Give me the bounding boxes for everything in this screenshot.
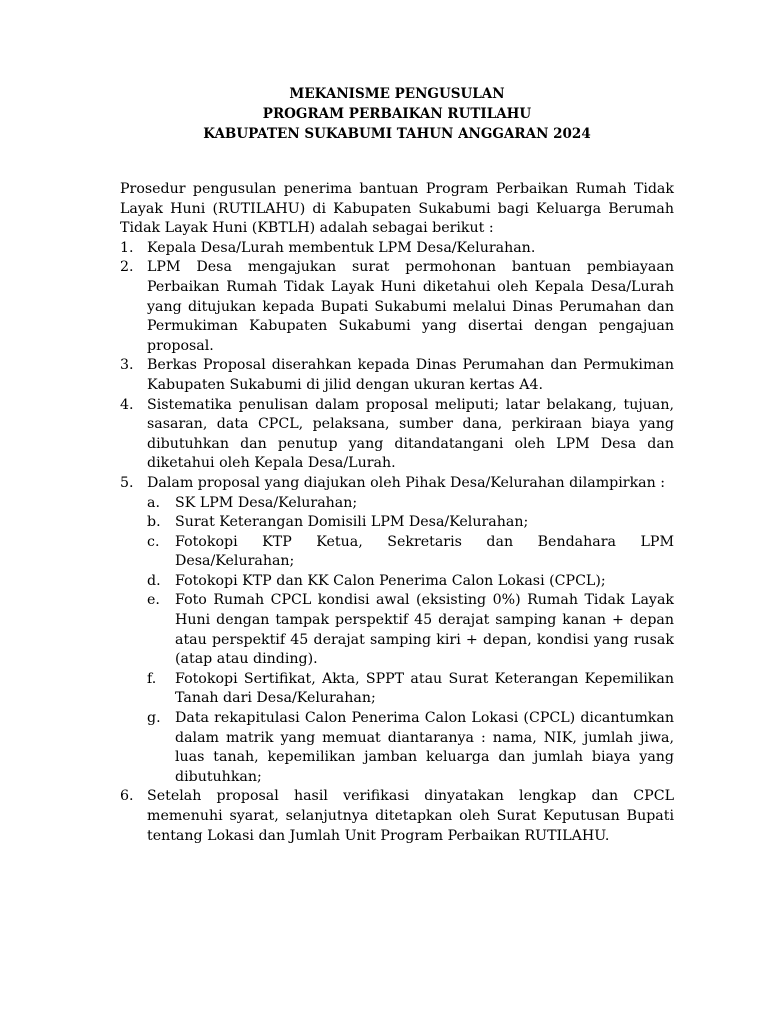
- document-body: [120, 180, 674, 846]
- sub-list-item-text: Data rekapitulasi Calon Penerima Calon Lokasi (CPCL) dicantumkan dalam matrik yang memuat diantaranya : nama, NIK, jumlah jiwa, luas tanah, kepemilikan jamban keluarga dan jumlah biaya yang dibutuhkan;: [175, 710, 674, 785]
- list-item-text: Berkas Proposal diserahkan kepada Dinas Perumahan dan Permukiman Kabupaten Sukabumi di jilid dengan ukuran kertas A4.: [147, 357, 674, 393]
- sub-list-item: [147, 572, 674, 592]
- list-number: 6.: [120, 788, 134, 805]
- list-item-text: Dalam proposal yang diajukan oleh Pihak Desa/Kelurahan dilampirkan :: [147, 474, 666, 491]
- title-line-1: MEKANISME PENGUSULAN: [289, 86, 505, 102]
- list-item: [120, 258, 674, 356]
- list-item: [120, 474, 674, 788]
- sub-list-item: [147, 513, 674, 533]
- list-number: 1.: [120, 239, 134, 256]
- sub-list-item: [147, 670, 674, 709]
- sub-list-letter: c.: [147, 533, 160, 550]
- list-item: [120, 396, 674, 474]
- title-line-3: KABUPATEN SUKABUMI TAHUN ANGGARAN 2024: [203, 126, 591, 142]
- list-number: 4.: [120, 396, 134, 413]
- sub-list-item-text: Fotokopi KTP dan KK Calon Penerima Calon Lokasi (CPCL);: [175, 572, 606, 589]
- sub-list-item: [147, 494, 674, 514]
- sub-list-item: [147, 591, 674, 669]
- sub-list-item-text: Fotokopi KTP Ketua, Sekretaris dan Bendahara LPM Desa/Kelurahan;: [175, 533, 674, 570]
- list-item-text: Sistematika penulisan dalam proposal meliputi; latar belakang, tujuan, sasaran, data CPCL, pelaksana, sumber dana, perkiraan biaya yang dibutuhkan dan penutup yang ditandatangani oleh LPM Desa dan diketahui oleh Kepala Desa/Lurah.: [147, 396, 674, 472]
- list-item: [120, 239, 674, 259]
- sub-list-letter: g.: [147, 710, 161, 727]
- sub-list-item: [147, 533, 674, 572]
- list-item: [120, 787, 674, 846]
- list-item-text: Kepala Desa/Lurah membentuk LPM Desa/Kelurahan.: [147, 239, 536, 256]
- sub-list-letter: d.: [147, 572, 161, 589]
- sub-list-item-text: Foto Rumah CPCL kondisi awal (eksisting 0%) Rumah Tidak Layak Huni dengan tampak perspektif 45 derajat samping kanan + depan atau perspektif 45 derajat samping kiri + depan, kondisi yang rusak (atap atau dinding).: [175, 592, 674, 668]
- sub-list-item-text: SK LPM Desa/Kelurahan;: [175, 494, 358, 511]
- sub-list-letter: a.: [147, 494, 160, 511]
- list-item: [120, 356, 674, 395]
- list-number: 2.: [120, 259, 134, 276]
- sub-list-item-text: Fotokopi Sertifikat, Akta, SPPT atau Surat Keterangan Kepemilikan Tanah dari Desa/Kelurahan;: [175, 670, 674, 707]
- list-item-text: Setelah proposal hasil verifikasi dinyatakan lengkap dan CPCL memenuhi syarat, selanjutnya ditetapkan oleh Surat Keputusan Bupati tentang Lokasi dan Jumlah Unit Program Perbaikan RUTILAHU.: [147, 788, 674, 844]
- list-item-text: LPM Desa mengajukan surat permohonan bantuan pembiayaan Perbaikan Rumah Tidak Layak Huni diketahui oleh Kepala Desa/Lurah yang ditujukan kepada Bupati Sukabumi melalui Dinas Perumahan dan Permukiman Kabupaten Sukabumi yang disertai dengan pengajuan proposal.: [147, 259, 674, 354]
- sub-list-item-text: Surat Keterangan Domisili LPM Desa/Kelurahan;: [175, 514, 529, 531]
- list-number: 5.: [120, 474, 134, 491]
- attachment-list: [147, 494, 674, 788]
- sub-list-item: [147, 709, 674, 787]
- sub-list-letter: e.: [147, 592, 160, 609]
- document-title: [120, 84, 674, 144]
- list-number: 3.: [120, 357, 134, 374]
- title-line-2: PROGRAM PERBAIKAN RUTILAHU: [262, 106, 532, 122]
- sub-list-letter: f.: [147, 670, 157, 687]
- sub-list-letter: b.: [147, 514, 161, 531]
- procedure-list: [120, 239, 674, 846]
- document-page: [120, 84, 674, 846]
- intro-paragraph: Prosedur pengusulan penerima bantuan Program Perbaikan Rumah Tidak Layak Huni (RUTILAHU) di Kabupaten Sukabumi bagi Keluarga Berumah Tidak Layak Huni (KBTLH) adalah sebagai berikut :: [120, 181, 674, 237]
